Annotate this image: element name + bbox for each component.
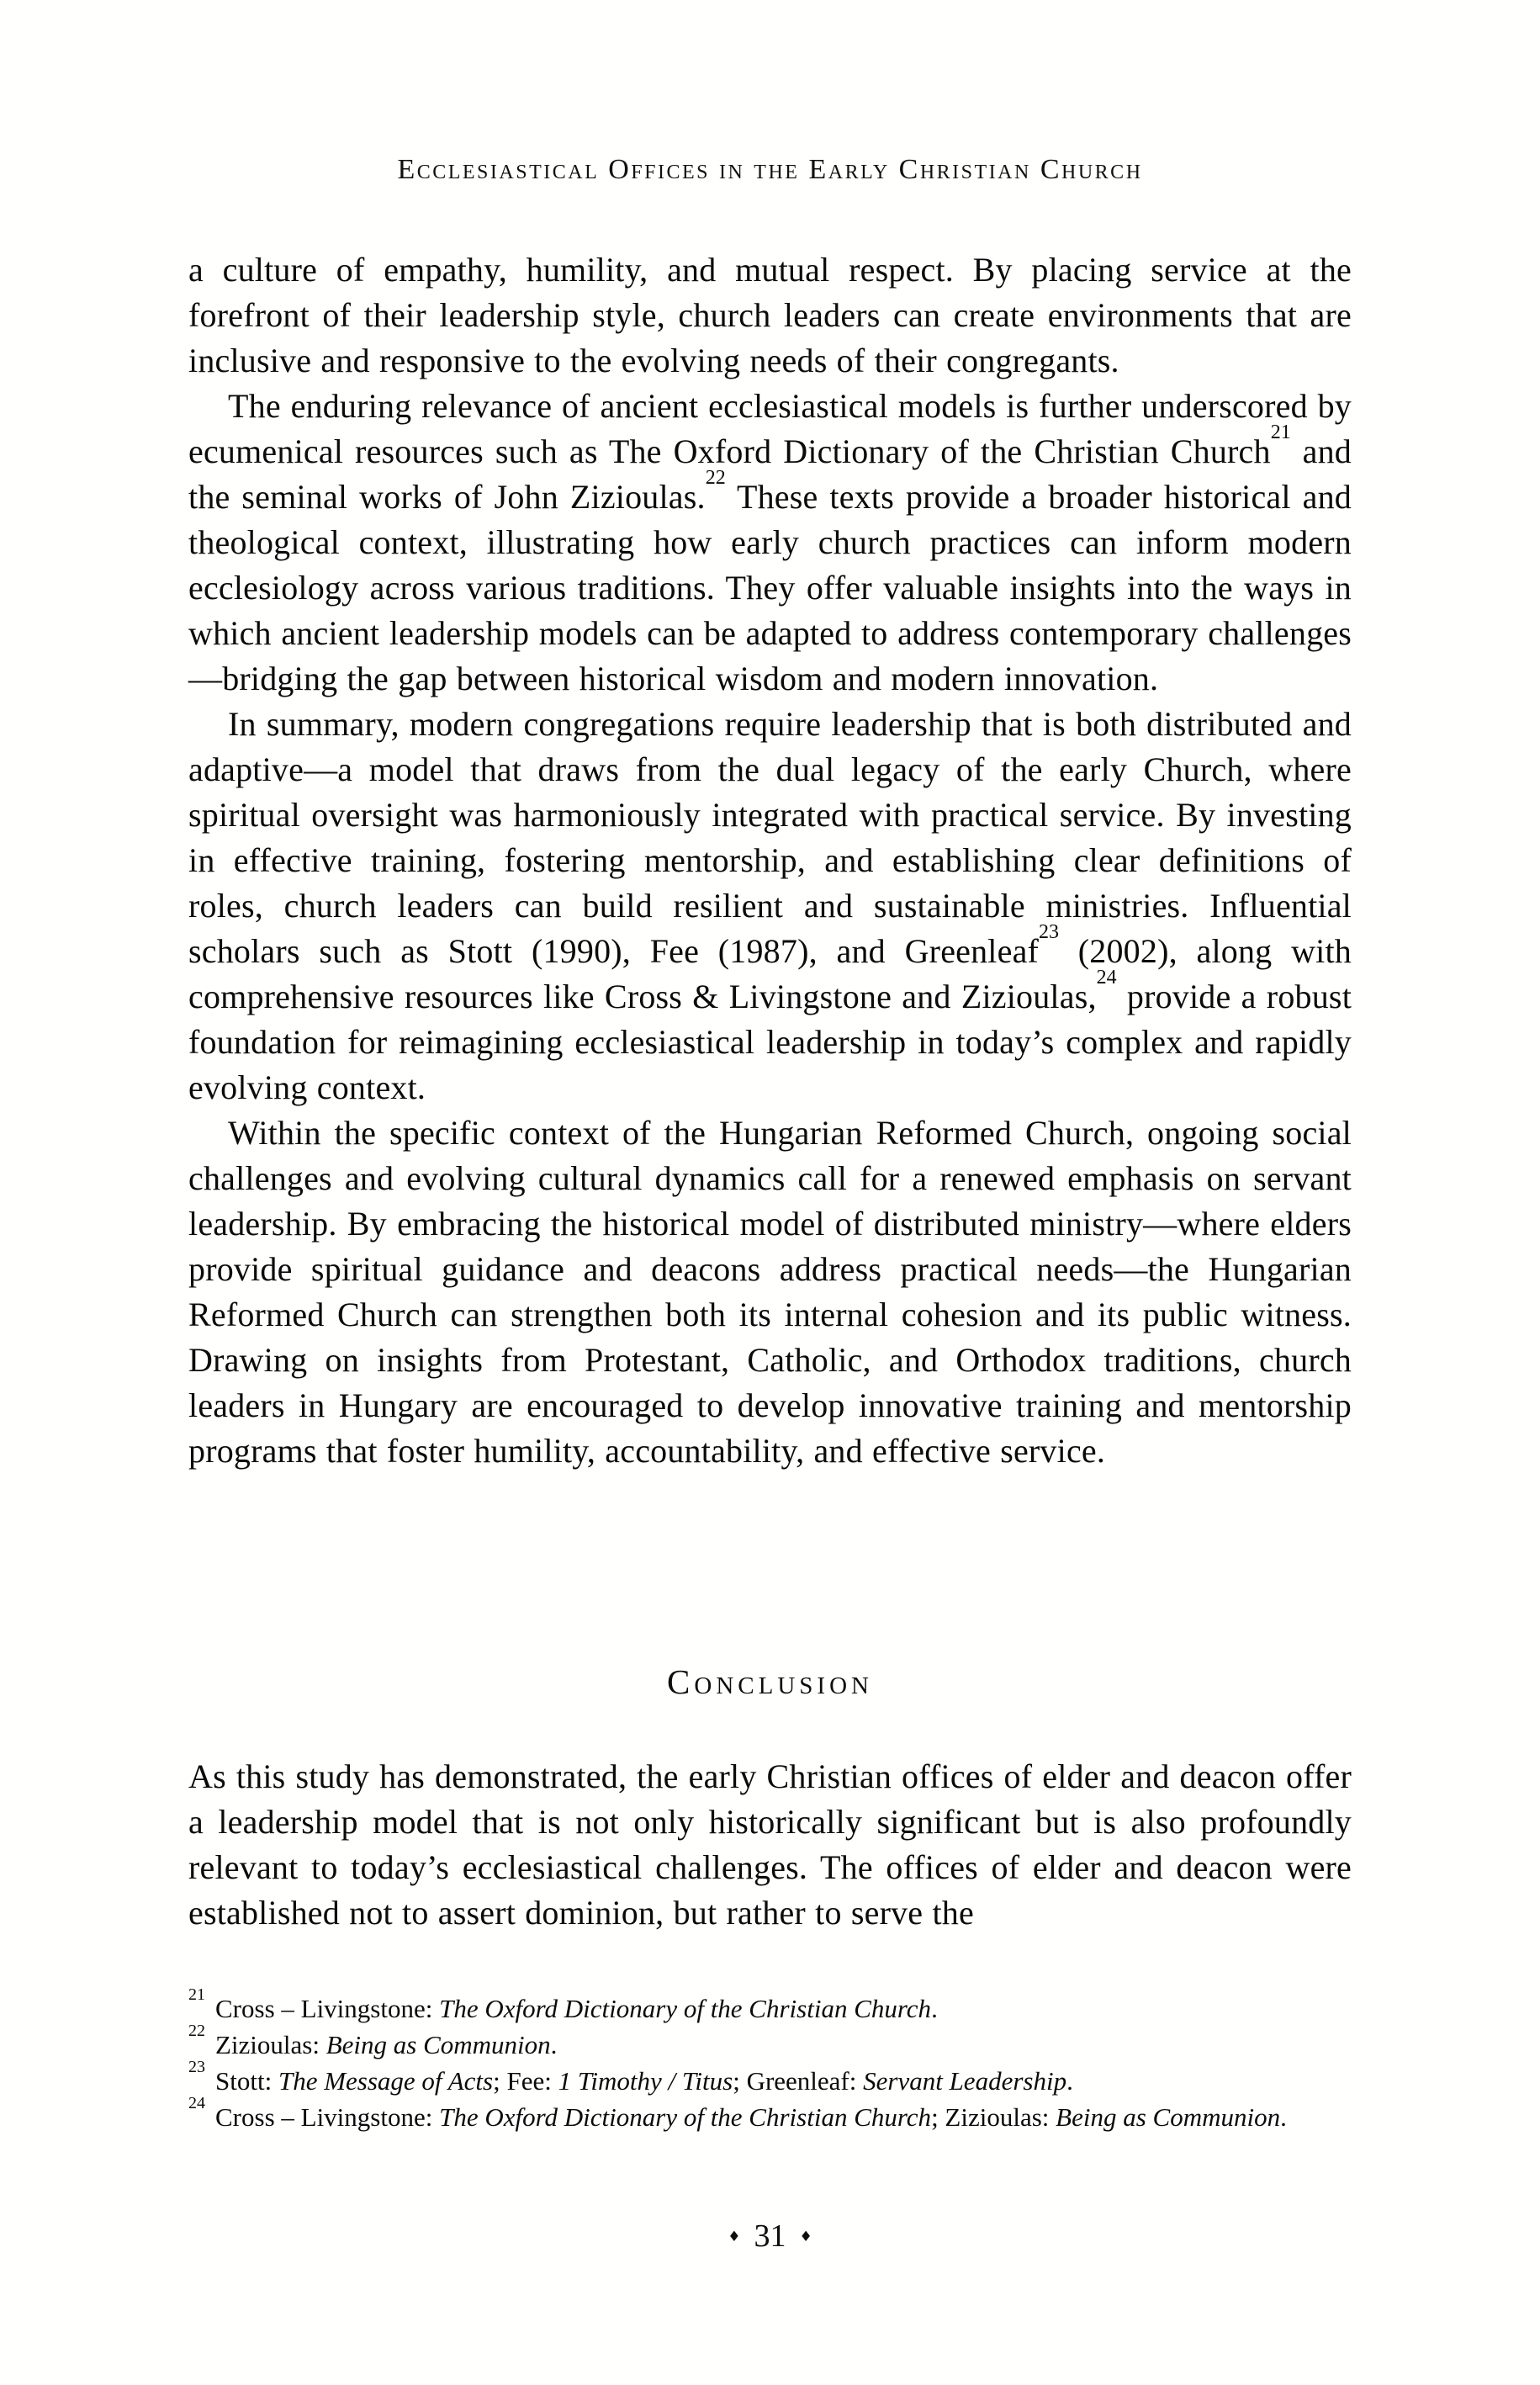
footnote-text: ; Zizioulas: [931, 2102, 1056, 2132]
footnote-ref: 23 [1039, 920, 1060, 943]
conclusion-text [188, 1754, 1352, 1936]
footnote-text: . [931, 1994, 938, 2023]
body-text [188, 247, 1352, 1474]
footnote-text: Zizioulas: [215, 2030, 326, 2059]
footnote [188, 2057, 1352, 2099]
footnote-text: ; Greenleaf: [733, 2066, 864, 2096]
footnote-text: Stott: [215, 2066, 278, 2096]
footnote [188, 2021, 1352, 2063]
work-title: 1 Timothy / Titus [558, 2066, 733, 2096]
work-title: The Oxford Dictionary of the Christian Church [439, 1994, 932, 2023]
footnote-ref: 21 [1270, 421, 1291, 443]
footnote [188, 1985, 1352, 2027]
footnote-text: ; Fee: [493, 2066, 558, 2096]
work-title: Being as Communion [1056, 2102, 1281, 2132]
footnote-text: . [1066, 2066, 1073, 2096]
footnote-text: Cross – Livingstone: [215, 1994, 440, 2023]
work-title: Being as Communion [325, 2030, 551, 2059]
paragraph: In summary, modern congregations require leadership that is both distributed and adaptive—a model that draws from the dual legacy of the early Church, where spiritual oversight was harmoniously integrated with practical service. By investing in effective training, fostering mentorship, and establishing clear definitions of roles, church leaders can build resilient and sustainable ministries. Influential scholars such as Stott (1990), Fee (1987), and Greenleaf$^{23}$ (2002), along with comprehensive resources like Cross & Livingstone and Zizioulas,$^{24}$ provide a robust foundation for reimagining ecclesiastical leadership in today’s complex and rapidly evolving context. [188, 705, 1352, 1106]
page-number-bullet-right: ♦ [799, 2229, 812, 2245]
footnote-number: 24 [188, 2093, 205, 2112]
paragraph: Within the specific context of the Hungarian Reformed Church, ongoing social challenges and evolving cultural dynamics call for a renewed emphasis on servant leadership. By embracing the historical model of distributed ministry—where elders provide spiritual guidance and deacons address practical needs—the Hungarian Reformed Church can strengthen both its internal cohesion and its public witness. Drawing on insights from Protestant, Catholic, and Orthodox traditions, church leaders in Hungary are encouraged to develop innovative training and mentorship programs that foster humility, accountability, and effective service. [188, 1114, 1352, 1470]
footnote-number: 22 [188, 2021, 205, 2040]
work-title: Servant Leadership [863, 2066, 1067, 2096]
footnotes [188, 1985, 1352, 2135]
footnote-number: 21 [188, 1985, 205, 2004]
work-title: The Message of Acts [278, 2066, 494, 2096]
paragraph: The enduring relevance of ancient ecclesiastical models is further underscored by ecumenical resources such as The Oxford Dictionary of the Christian Church$^{21}$ and the seminal works of John Zizioulas.$^{22}$ These texts provide a broader historical and theological context, illustrating how early church practices can inform modern ecclesiology across various traditions. They offer valuable insights into the ways in which ancient leadership models can be adapted to address contemporary challenges—bridging the gap between historical wisdom and modern innovation. [188, 387, 1352, 697]
footnote-number: 23 [188, 2057, 205, 2076]
page-number-bullet-left: ♦ [728, 2229, 741, 2245]
footnote-ref: 24 [1096, 966, 1117, 988]
page-number [0, 2218, 1540, 2255]
page-number-value: 31 [754, 2218, 786, 2254]
paragraph: As this study has demonstrated, the early Christian offices of elder and deacon offer a leadership model that is not only historically significant but is also profoundly relevant to today’s ecclesiastical challenges. The offices of elder and deacon were established not to assert dominion, but rather to serve the [188, 1757, 1352, 1932]
footnote-text: . [550, 2030, 558, 2059]
footnote-text: . [1280, 2102, 1287, 2132]
paragraph: a culture of empathy, humility, and mutual respect. By placing service at the forefront of their leadership style, church leaders can create environments that are inclusive and responsive to the evolving needs of their congregants. [188, 251, 1352, 379]
conclusion-heading: Conclusion [667, 1662, 873, 1701]
footnote-ref: 22 [705, 466, 726, 489]
work-title: The Oxford Dictionary of the Christian Church [439, 2102, 932, 2132]
footnote [188, 2093, 1352, 2135]
running-header: Ecclesiastical Offices in the Early Christian Church [397, 154, 1143, 185]
footnote-text: Cross – Livingstone: [215, 2102, 440, 2132]
